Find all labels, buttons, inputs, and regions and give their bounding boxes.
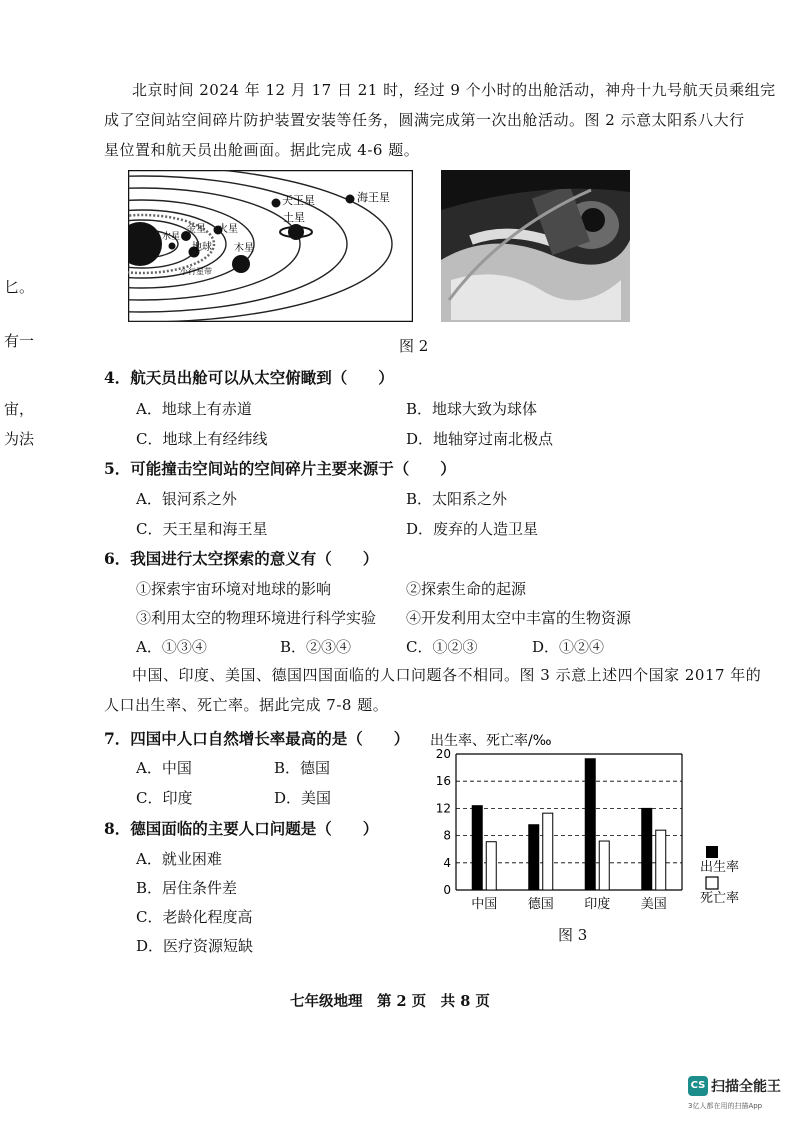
label-asteroid-belt: 小行星带 [180,267,212,276]
watermark-name: 扫描全能王 [711,1079,781,1095]
label-venus: 金星 [186,224,206,235]
legend-death-swatch [706,877,718,889]
q5-option-b[interactable]: B．太阳系之外 [406,490,508,508]
astronaut-photo [441,170,630,322]
q6-statement-4: ④开发利用太空中丰富的生物资源 [406,609,632,627]
q6-option-a[interactable]: A．①③④ [136,638,207,656]
x-category-label: 中国 [471,897,498,912]
q7-stem: 7．四国中人口自然增长率最高的是（ ） [104,729,410,748]
y-tick-label: 16 [435,774,451,789]
q6-option-b[interactable]: B．②③④ [280,638,352,656]
y-tick-label: 4 [443,855,451,870]
q5-option-c[interactable]: C．天王星和海王星 [136,520,268,538]
camscanner-logo-icon: CS [688,1076,708,1096]
bar-death-rate [599,841,609,890]
q7-option-a[interactable]: A．中国 [136,759,192,777]
intro1-line2: 成了空间站空间碎片防护装置安装等任务，圆满完成第一次出舱活动。图 2 示意太阳系八大行 [104,111,745,129]
intro2-line1: 中国、印度、美国、德国四国面临的人口问题各不相同。图 3 示意上述四个国家 2017 年的 [132,666,762,684]
q7-option-b[interactable]: B．德国 [274,759,331,777]
label-earth: 地球 [192,242,212,253]
label-uranus: 天王星 [282,194,315,207]
margin-fragment-2: 有一 [4,332,35,350]
bar-death-rate [543,813,553,890]
margin-fragment-3: 宙， [4,400,35,418]
bar-death-rate [486,842,496,890]
q5-option-d[interactable]: D．废弃的人造卫星 [406,520,539,538]
watermark-tagline: 3亿人都在用的扫描App [688,1102,763,1110]
intro1-line3: 星位置和航天员出舱画面。据此完成 4-6 题。 [104,141,420,159]
y-tick-label: 0 [443,883,451,897]
margin-fragment-1: 匕。 [4,278,35,296]
q6-option-d[interactable]: D．①②④ [532,638,605,656]
q8-option-a[interactable]: A．就业困难 [136,850,222,868]
x-category-label: 德国 [527,897,554,912]
bar-birth-rate [642,808,652,890]
intro2-line2: 人口出生率、死亡率。据此完成 7-8 题。 [104,696,389,714]
bar-birth-rate [585,759,595,890]
q4-option-d[interactable]: D．地轴穿过南北极点 [406,430,554,448]
q4-option-a[interactable]: A．地球上有赤道 [136,400,252,418]
q5-stem: 5．可能撞击空间站的空间碎片主要来源于（ ） [104,459,456,478]
q8-option-d[interactable]: D．医疗资源短缺 [136,937,254,955]
q4-option-b[interactable]: B．地球大致为球体 [406,400,538,418]
label-jupiter: 木星 [234,243,254,254]
q5-option-a[interactable]: A．银河系之外 [136,490,237,508]
y-tick-label: 8 [443,828,451,843]
jupiter-icon [232,255,250,273]
label-saturn: 土星 [283,211,305,224]
label-neptune: 海王星 [357,191,390,204]
q6-option-c[interactable]: C．①②③ [406,638,478,656]
intro1-line1: 北京时间 2024 年 12 月 17 日 21 时，经过 9 个小时的出舱活动，神舟十九号航天员乘组完 [132,81,776,99]
bar-birth-rate [472,806,482,890]
page-footer: 七年级地理 第 2 页 共 8 页 [290,993,490,1010]
q7-option-d[interactable]: D．美国 [274,789,332,807]
mercury-icon [169,243,176,250]
neptune-icon [346,195,355,204]
bar-birth-rate [529,825,539,890]
q6-statement-3: ③利用太空的物理环境进行科学实验 [136,609,377,627]
label-mars: 火星 [218,224,238,235]
legend-birth-label: 出生率 [700,860,740,875]
q7-option-c[interactable]: C．印度 [136,789,193,807]
q6-stem: 6．我国进行太空探索的意义有（ ） [104,549,379,568]
x-category-label: 印度 [584,897,611,912]
q8-stem: 8．德国面临的主要人口问题是（ ） [104,819,379,838]
birth-death-rate-chart [420,728,760,918]
q6-statement-1: ①探索宇宙环境对地球的影响 [136,580,332,598]
uranus-icon [272,199,281,208]
q8-option-b[interactable]: B．居住条件差 [136,879,238,897]
chart-ylabel: 出生率、死亡率/‰ [430,733,552,749]
fig3-caption: 图 3 [558,926,588,944]
y-tick-label: 12 [435,801,451,816]
legend-death-label: 死亡率 [700,891,740,906]
y-tick-label: 20 [435,747,451,761]
x-category-label: 美国 [640,897,667,912]
q4-option-c[interactable]: C．地球上有经纬线 [136,430,268,448]
q4-stem: 4．航天员出舱可以从太空俯瞰到（ ） [104,368,394,387]
margin-fragment-4: 为法 [4,430,35,448]
legend-birth-swatch [706,846,718,858]
solar-system-diagram [128,170,413,322]
label-mercury: 水星 [162,232,181,242]
bar-death-rate [656,830,666,890]
fig2-caption: 图 2 [399,337,429,355]
q8-option-c[interactable]: C．老龄化程度高 [136,908,253,926]
q6-statement-2: ②探索生命的起源 [406,580,527,598]
